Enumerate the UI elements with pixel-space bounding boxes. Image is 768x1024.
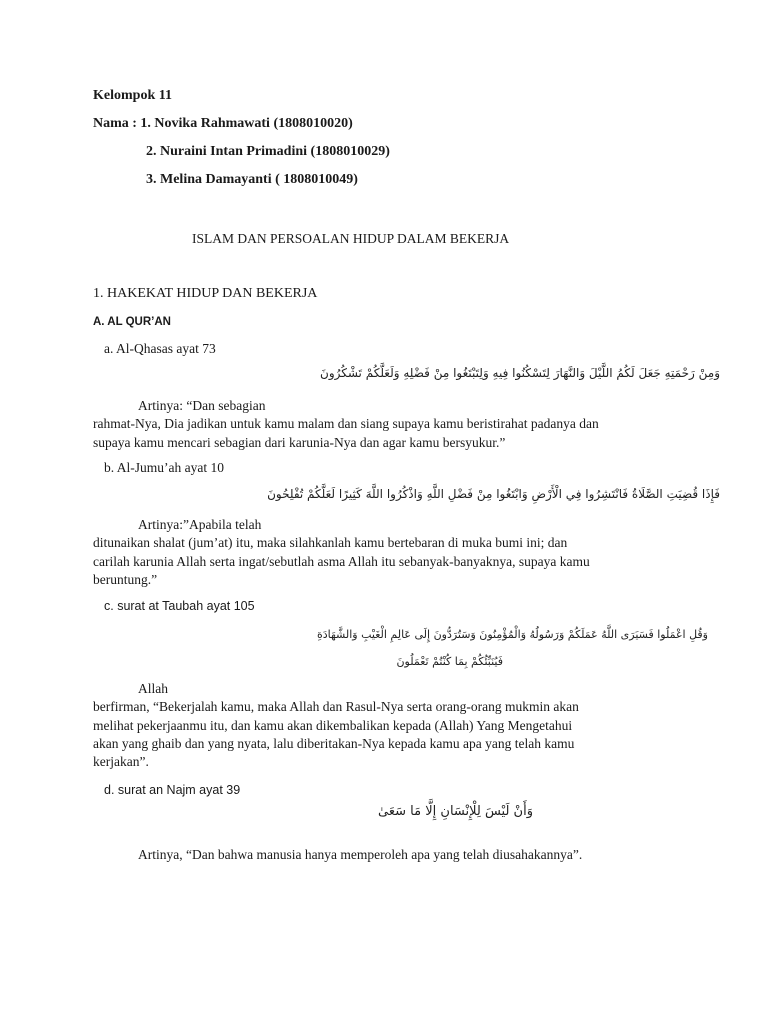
item-c-line-1: Allah bbox=[138, 681, 168, 696]
item-c-line-3: melihat pekerjaanmu itu, dan kamu akan dikembalikan kepada (Allah) Yang Mengetahui bbox=[93, 717, 573, 733]
item-c-line-2: berfirman, “Bekerjalah kamu, maka Allah dan Rasul-Nya serta orang-orang mukmin akan bbox=[93, 699, 579, 715]
page-title: ISLAM DAN PERSOALAN HIDUP DALAM BEKERJA bbox=[192, 231, 510, 246]
item-a-line-3: supaya kamu mencari sebagian dari karunia-Nya dan agar kamu bersyukur.” bbox=[93, 434, 506, 450]
member-1: Nama : 1. Novika Rahmawati (1808010020) bbox=[93, 116, 353, 131]
member-3: 3. Melina Damayanti ( 1808010049) bbox=[146, 172, 358, 187]
item-c-line-5: kerjakan”. bbox=[93, 754, 149, 770]
member-2: 2. Nuraini Intan Primadini (1808010029) bbox=[146, 144, 390, 159]
section-heading: 1. HAKEKAT HIDUP DAN BEKERJA bbox=[93, 286, 318, 301]
item-b-line-2: ditunaikan shalat (jum’at) itu, maka silahkanlah kamu bertebaran di muka bumi ini; dan bbox=[93, 535, 568, 551]
item-a-line-1: Artinya: “Dan sebagian bbox=[138, 398, 266, 413]
item-b-arabic: فَإِذَا قُضِيَتِ الصَّلَاةُ فَانْتَشِرُوا فِي الْأَرْضِ وَابْتَغُوا مِنْ فَضْلِ اللَّهِ وَاذْكُرُوا اللَّهَ كَثِيرًا لَعَلَّكُمْ تُفْلِحُونَ bbox=[267, 487, 720, 501]
item-b-line-1: Artinya:”Apabila telah bbox=[138, 517, 262, 532]
item-b-line-4: beruntung.” bbox=[93, 571, 158, 587]
item-a-label: a. Al-Qhasas ayat 73 bbox=[104, 341, 216, 356]
item-d-translation: Artinya, “Dan bahwa manusia hanya memperoleh apa yang telah diusahakannya”. bbox=[138, 847, 583, 862]
item-c-line-4: akan yang ghaib dan yang nyata, lalu diberitakan-Nya kepada kamu apa yang telah kamu bbox=[93, 735, 575, 751]
item-b-line-3: carilah karunia Allah serta ingat/sebutlah asma Allah itu sebanyak-banyaknya, supaya kamu bbox=[93, 553, 590, 569]
item-d-arabic: وَأَنْ لَيْسَ لِلْإِنْسَانِ إِلَّا مَا سَعَىٰ bbox=[378, 804, 533, 819]
item-c-translation bbox=[93, 680, 733, 771]
item-d-label: d. surat an Najm ayat 39 bbox=[104, 783, 241, 797]
item-c-label: c. surat at Taubah ayat 105 bbox=[104, 599, 255, 613]
item-c-arabic-1: وَقُلِ اعْمَلُوا فَسَيَرَى اللَّهُ عَمَلَكُمْ وَرَسُولُهُ وَالْمُؤْمِنُونَ وَسَتُرَدُّونَ إِلَى عَالِمِ الْغَيْبِ وَالشَّهَادَةِ bbox=[316, 628, 708, 641]
item-a-line-2: rahmat-Nya, Dia jadikan untuk kamu malam dan siang supaya kamu beristirahat padanya dan bbox=[93, 416, 599, 432]
item-c-arabic-2: فَيُنَبِّئُكُمْ بِمَا كُنْتُمْ تَعْمَلُونَ bbox=[396, 655, 503, 668]
item-a-translation bbox=[93, 397, 733, 452]
group-label: Kelompok 11 bbox=[93, 88, 172, 103]
item-b-translation bbox=[93, 516, 733, 589]
item-a-arabic: وَمِنْ رَحْمَتِهِ جَعَلَ لَكُمُ اللَّيْلَ وَالنَّهَارَ لِتَسْكُنُوا فِيهِ وَلِتَبْتَغُوا مِنْ فَضْلِهِ وَلَعَلَّكُمْ تَشْكُرُونَ bbox=[320, 366, 720, 380]
item-b-label: b. Al-Jumu’ah ayat 10 bbox=[104, 460, 224, 475]
subsection-heading: A. AL QUR’AN bbox=[93, 316, 171, 328]
